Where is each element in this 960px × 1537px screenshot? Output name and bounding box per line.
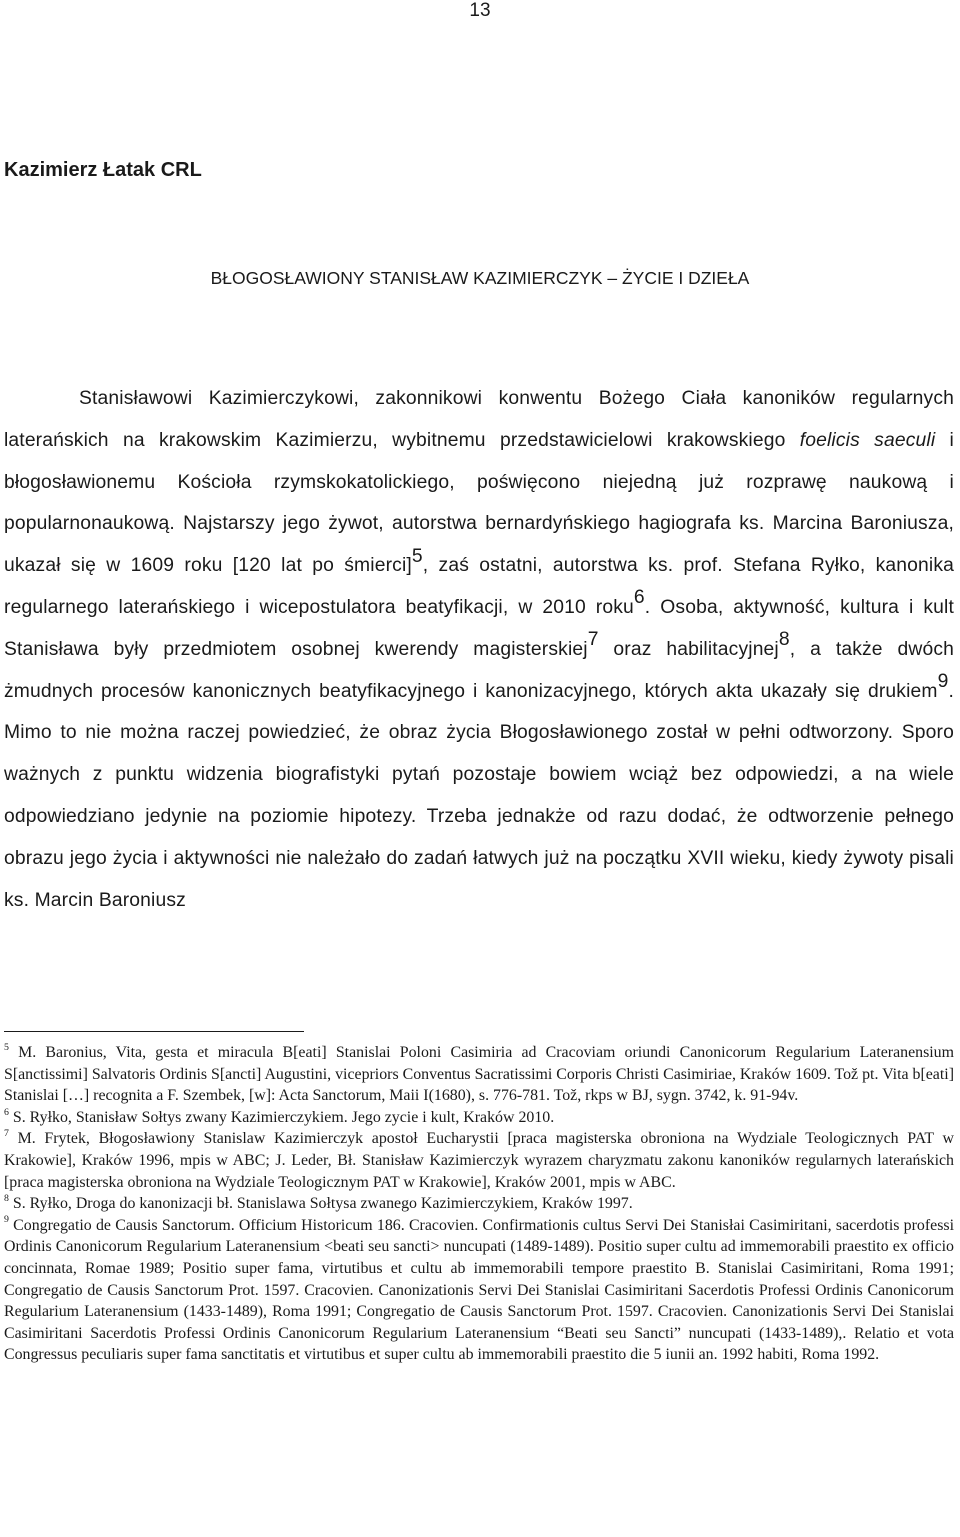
body-paragraph [4, 378, 954, 921]
footnote-separator [4, 1031, 304, 1032]
footnote-5 [4, 1042, 954, 1107]
footnote-6 [4, 1107, 954, 1129]
body-text-part-3: Najstarszy jego żywot, autorstwa bernardyńskiego hagiografa ks. Marcina Baroniusza, ukazał się w 1609 roku [120 lat po śmierci] [4, 513, 954, 577]
body-text-part-5: . Osoba, aktywność, kultura i kult Stanisława były przedmiotem osobnej kwerendy magisterskiej [4, 596, 954, 660]
footnote-ref-8[interactable]: 8 [778, 629, 790, 651]
footnote-ref-7[interactable]: 7 [587, 629, 599, 651]
footnote-ref-9[interactable]: 9 [937, 670, 949, 692]
footnote-number: 9 [4, 1214, 9, 1226]
footnote-text: Congregatio de Causis Sanctorum. Officium Historicum 186. Cracovien. Confirmationis cultus Servi Dei Stanisłai Casimiritani, sacerdotis professi Ordinis Canonicorum Regularium Lateranensium <beati seu sancti> nuncupati (1489-1489). Positio super cultu ad immemorabili praestito ex officio concinnata, Romae 1989; Positio super fama, virtutibus et cultu ab immemorabili tempore praestito B. Stanislai Casimiritani, Roma 1991; Congregatio de Causis Sanctorum Prot. 1597. Cracovien. Canonizationis Servi Dei Stanislai Casimiritani Sacerdotis Professi Ordinis Canonicorum Regularium Lateranensium (1433-1489), Roma 1991; Congregatio de Causis Sanctorum Prot. 1597. Cracovien. Canonizationis Servi Dei Stanislai Casimiritani Sacerdotis Professi Ordinis Canonicorum Regularium Lateranensium “Beati seu Sancti” nuncupati (1433-1489),. Relatio et vota Congressus peculiaris super fama sanctitatis et virtutibus et super cultu ab immemorabili praestito die 5 iunii an. 1992 habiti, Roma 1992. [4, 1216, 954, 1364]
page-number: 13 [469, 0, 491, 21]
body-text-part-6: oraz habilitacyjnej [598, 638, 779, 660]
footnote-text: S. Ryłko, Stanisław Sołtys zwany Kazimierczykiem. Jego zycie i kult, Kraków 2010. [8, 1108, 555, 1126]
footnotes-section [4, 1042, 954, 1366]
footnote-number: 8 [4, 1192, 9, 1204]
footnote-ref-5[interactable]: 5 [411, 545, 423, 567]
footnote-number: 7 [4, 1128, 9, 1140]
article-title: BŁOGOSŁAWIONY STANISŁAW KAZIMIERCZYK – ŻYCIE I DZIEŁA [210, 268, 750, 288]
body-text-part-1: Stanisławowi Kazimierczykowi, zakonnikowi konwentu Bożego Ciała kanoników regularnych laterańskich na krakowskim Kazimierzu, wybitnemu przedstawicielowi krakowskiego [4, 388, 954, 451]
body-text-part-7: , a także dwóch żmudnych procesów kanonicznych beatyfikacyjnego i kanonizacyjnego, których akta ukazały się drukiem [4, 638, 954, 702]
footnote-text: S. Ryłko, Droga do kanonizacji bł. Stanislawa Sołtysa zwanego Kazimierczykiem, Kraków 1997. [8, 1195, 633, 1213]
author-name: Kazimierz Łatak CRL [4, 159, 202, 181]
footnote-text: M. Baronius, Vita, gesta et miracula B[eati] Stanislai Poloni Casimiria ad Cracoviam oriundi Canonicorum Regularium Lateranensium S[anctissimi] Salvatoris Ordinis S[ancti] Augustini, vicepriors Conventus Sacratissimi Corporis Christi Casimiriae, Kraków 1609. Tož pt. Vita b[eati] Stanislai […] recognita a F. Szembek, [w]: Acta Sanctorum, Maii I(1680), s. 776-781. Tož, rkps w BJ, sygn. 3742, k. 91-94v. [4, 1044, 954, 1105]
footnote-number: 5 [4, 1041, 9, 1053]
body-text-part-8: . Mimo to nie można raczej powiedzieć, że obraz życia Błogosławionego został w pełni odtworzony. Sporo ważnych z punktu widzenia biografistyki pytań pozostaje bowiem wciąż bez odpowiedzi, a na wiele odpowiedziano jedynie na poziomie hipotezy. Trzeba jednakże od razu dodać, że odtworzenie pełnego obrazu jego życia i aktywności nie należało do zadań łatwych już na początku XVII wieku, kiedy żywoty pisali ks. Marcin Baroniusz [4, 680, 954, 911]
footnote-9 [4, 1215, 954, 1366]
body-text-italic-phrase: foelicis saeculi [799, 429, 936, 451]
footnote-7 [4, 1128, 954, 1193]
footnote-text: M. Frytek, Błogosławiony Stanislaw Kazimierczyk apostoł Eucharystii [praca magisterska obroniona na Wydziale Teologicznych PAT w Krakowie], Kraków 1996, mpis w ABC; J. Leder, Bł. Stanisław Kazimierczyk wyrazem charyzmatu zakonu kanoników regularnych laterańskich [praca magisterska obroniona na Wydziale Teologicznym PAT w Krakowie], Kraków 2001, mpis w ABC. [4, 1130, 954, 1191]
body-text-part-4: , zaś ostatni, autorstwa ks. prof. Stefana Ryłko, kanonika regularnego laterańskiego i wicepostulatora beatyfikacji, w 2010 roku [4, 555, 954, 618]
footnote-number: 6 [4, 1106, 9, 1118]
footnote-ref-6[interactable]: 6 [633, 587, 645, 609]
body-text-part-2: i błogosławionemu Kościoła rzymskokatolickiego, poświęcono niejedną już rozprawę naukową i popularnonaukową. [4, 429, 954, 535]
footnote-8 [4, 1193, 954, 1215]
